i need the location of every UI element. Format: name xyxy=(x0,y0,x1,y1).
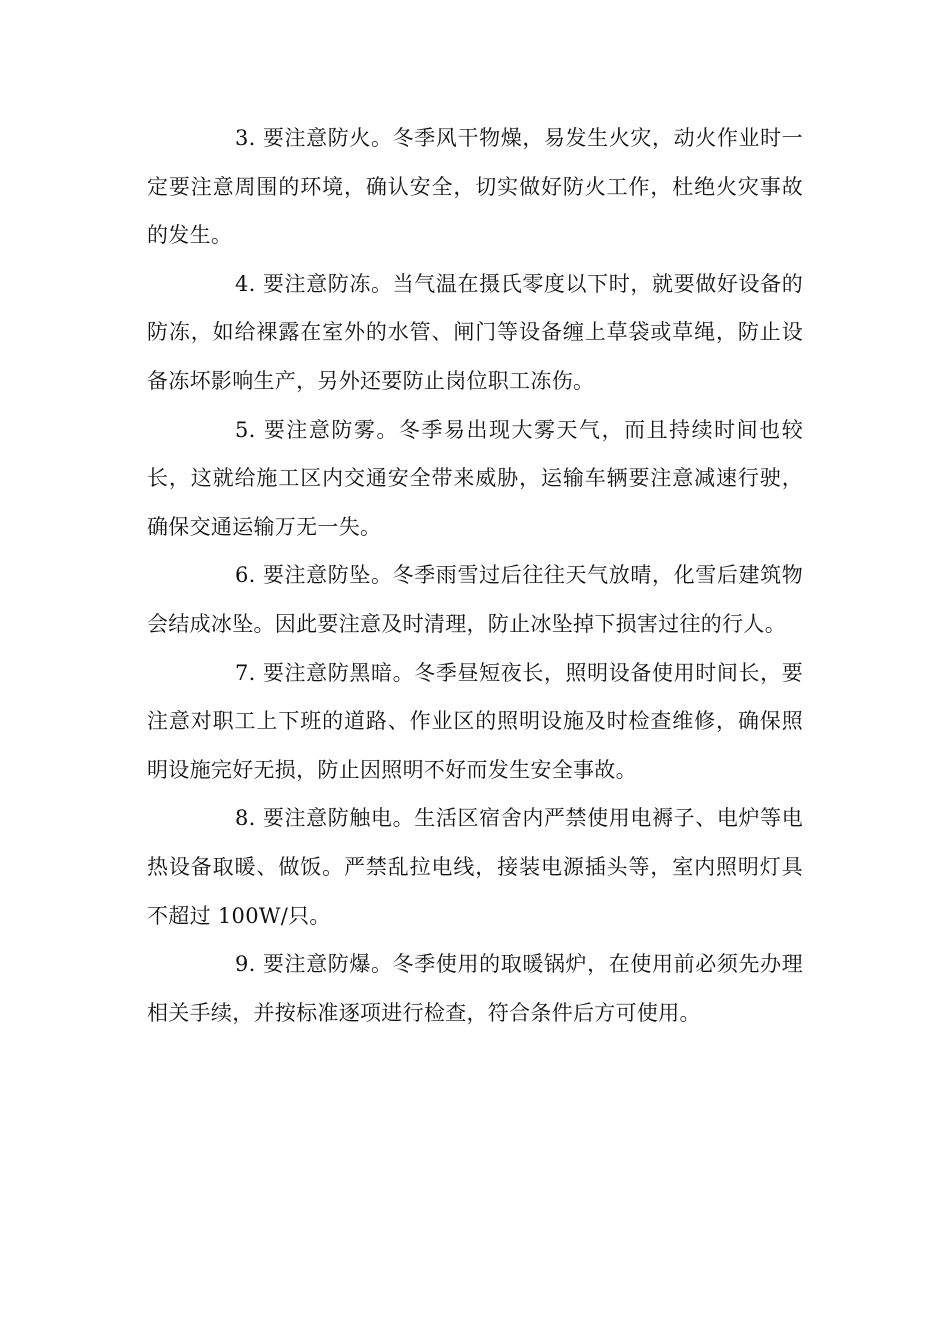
document-body xyxy=(147,114,803,1037)
paragraph-electric-shock-prevention: 8. 要注意防触电。生活区宿舍内严禁使用电褥子、电炉等电热设备取暖、做饭。严禁乱拉电线，接装电源插头等，室内照明灯具不超过 100W/只。 xyxy=(147,806,803,928)
paragraph-darkness-prevention: 7. 要注意防黑暗。冬季昼短夜长，照明设备使用时间长，要注意对职工上下班的道路、作业区的照明设施及时检查维修，确保照明设施完好无损，防止因照明不好而发生安全事故。 xyxy=(147,660,803,782)
paragraph-fire-prevention: 3. 要注意防火。冬季风干物燥，易发生火灾，动火作业时一定要注意周围的环境，确认安全，切实做好防火工作，杜绝火灾事故的发生。 xyxy=(147,126,803,248)
paragraph-frost-prevention: 4. 要注意防冻。当气温在摄氏零度以下时，就要做好设备的防冻，如给裸露在室外的水管、闸门等设备缠上草袋或草绳，防止设备冻坏影响生产，另外还要防止岗位职工冻伤。 xyxy=(147,271,803,393)
paragraph-icicle-prevention: 6. 要注意防坠。冬季雨雪过后往往天气放晴，化雪后建筑物会结成冰坠。因此要注意及时清理，防止冰坠掉下损害过往的行人。 xyxy=(147,563,803,636)
paragraph-explosion-prevention: 9. 要注意防爆。冬季使用的取暖锅炉，在使用前必须先办理相关手续，并按标准逐项进行检查，符合条件后方可使用。 xyxy=(147,952,803,1025)
paragraph-fog-prevention: 5. 要注意防雾。冬季易出现大雾天气，而且持续时间也较长，这就给施工区内交通安全带来威胁，运输车辆要注意减速行驶，确保交通运输万无一失。 xyxy=(147,417,803,539)
